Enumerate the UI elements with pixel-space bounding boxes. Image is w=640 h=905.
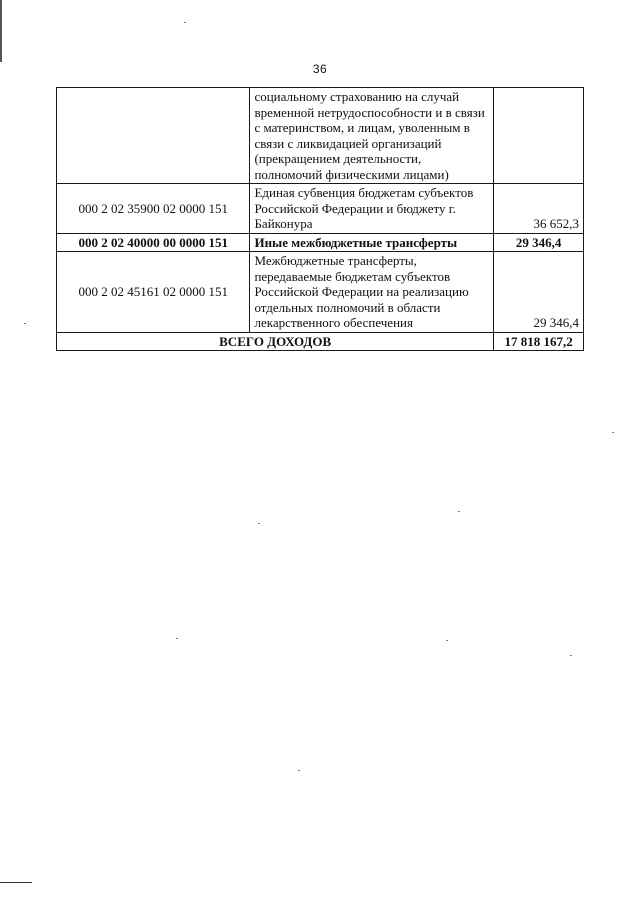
income-name-cell: Иные межбюджетные трансферты bbox=[250, 233, 494, 252]
page-number: 36 bbox=[312, 62, 328, 76]
income-name-cell: социальному страхованию на случай временной нетрудоспособности и в связи с материнством, и лицам, уволенным в связи с ликвидацией организаций (прекращением деятельности, полномочий физическими лицами) bbox=[250, 88, 494, 184]
income-name-cell: Межбюджетные трансферты, передаваемые бюджетам субъектов Российской Федерации на реализацию отдельных полномочий в области лекарственного обеспечения bbox=[250, 252, 494, 333]
total-value-cell: 17 818 167,2 bbox=[494, 332, 584, 351]
budget-code-cell bbox=[57, 88, 250, 184]
income-name-cell: Единая субвенция бюджетам субъектов Российской Федерации и бюджету г. Байконура bbox=[250, 184, 494, 234]
table-row bbox=[57, 252, 584, 333]
scan-edge-bottom bbox=[0, 882, 32, 883]
table-row bbox=[57, 88, 584, 184]
scan-speck bbox=[298, 770, 300, 771]
amount-cell: 29 346,4 bbox=[494, 252, 584, 333]
scan-speck bbox=[446, 640, 448, 641]
table-row bbox=[57, 184, 584, 234]
scan-speck bbox=[24, 323, 26, 324]
scan-speck bbox=[176, 638, 178, 639]
table-row-total bbox=[57, 332, 584, 351]
scan-edge-left bbox=[0, 0, 2, 62]
amount-cell bbox=[494, 88, 584, 184]
scan-speck bbox=[570, 655, 572, 656]
budget-code-cell: 000 2 02 45161 02 0000 151 bbox=[57, 252, 250, 333]
scan-speck bbox=[612, 432, 614, 433]
amount-cell: 29 346,4 bbox=[494, 233, 584, 252]
scan-speck bbox=[184, 22, 186, 23]
total-label-cell: ВСЕГО ДОХОДОВ bbox=[57, 332, 494, 351]
amount-cell: 36 652,3 bbox=[494, 184, 584, 234]
scan-speck bbox=[258, 523, 260, 524]
budget-code-cell: 000 2 02 35900 02 0000 151 bbox=[57, 184, 250, 234]
table-row-subtotal bbox=[57, 233, 584, 252]
income-table bbox=[56, 87, 584, 351]
scan-speck bbox=[458, 511, 460, 512]
budget-code-cell: 000 2 02 40000 00 0000 151 bbox=[57, 233, 250, 252]
